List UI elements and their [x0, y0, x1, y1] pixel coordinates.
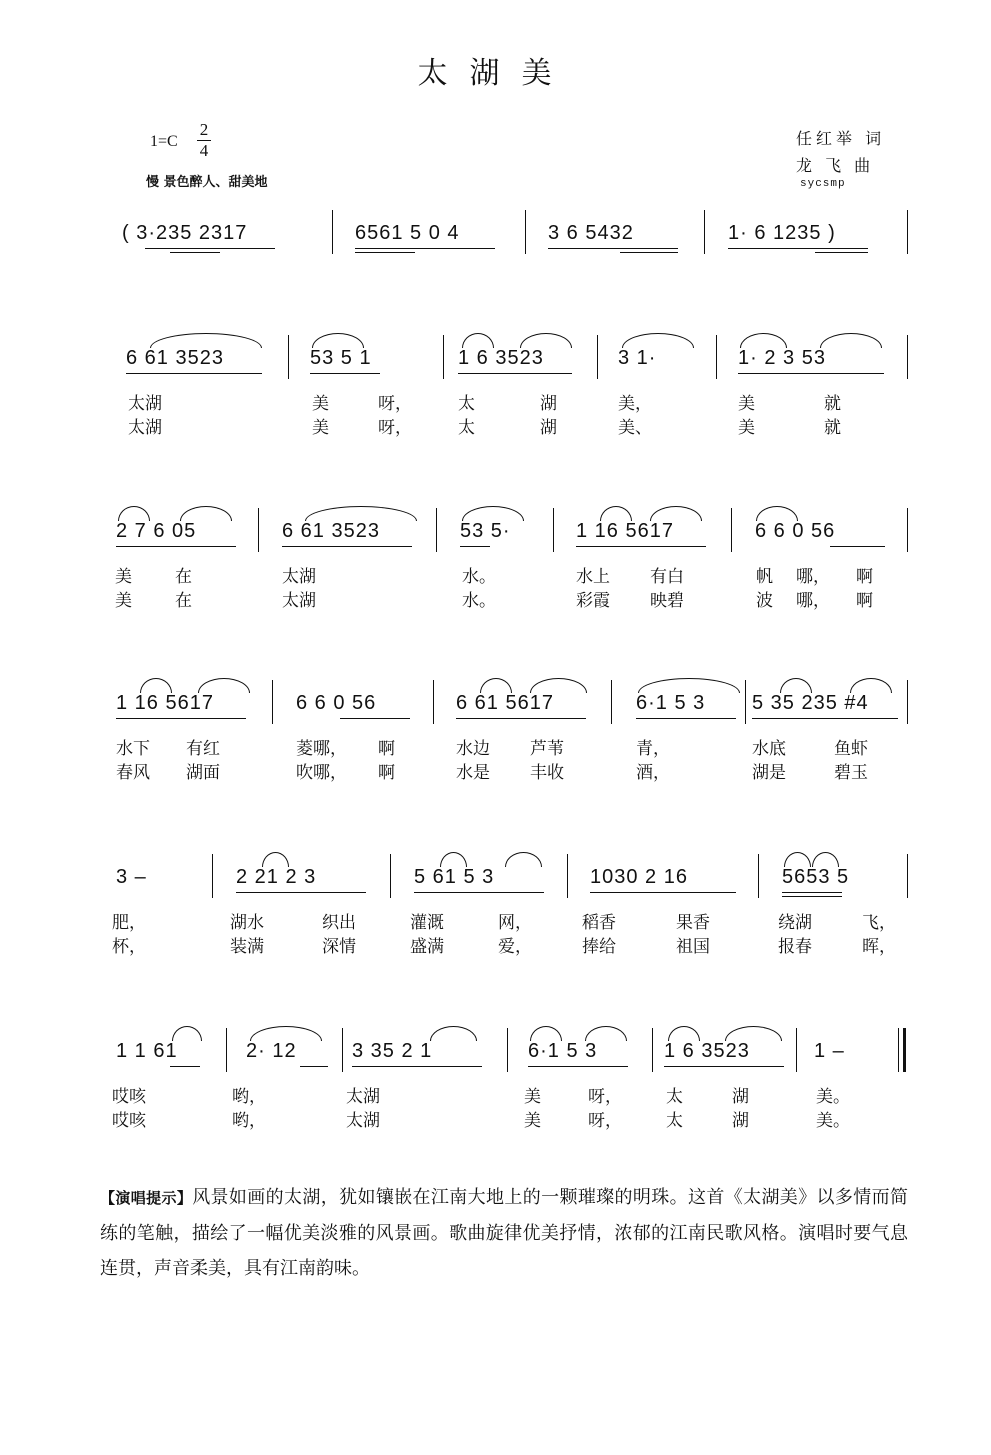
lyric-1: 哟， [232, 1087, 266, 1107]
lyric-2: 报春 [778, 937, 812, 957]
lyric-2: 呀， [588, 1111, 622, 1131]
lyric-1: 湖水 [230, 913, 264, 933]
lyric-2: 丰收 [530, 763, 564, 783]
lyric-2: 盛满 [410, 937, 444, 957]
lyric-1: 有白 [650, 567, 684, 587]
lyric-2: 杯， [112, 937, 146, 957]
lyric-1: 水。 [462, 567, 496, 587]
lyric-2: 哎咳 [112, 1111, 146, 1131]
lyric-2: 波 [756, 591, 773, 611]
lyric-1: 呀， [588, 1087, 622, 1107]
measure: 3 6 5432 [548, 222, 634, 244]
lyric-1: 美 [524, 1087, 541, 1107]
measure: 6 61 3523 [282, 520, 380, 542]
measure: 6561 5 0 4 [355, 222, 460, 244]
lyric-2: 就 [824, 418, 841, 438]
lyric-2: 湖是 [752, 763, 786, 783]
lyric-1: 太湖 [282, 567, 316, 587]
lyric-1: 在 [175, 567, 192, 587]
measure: 1· 2 3 53 [738, 347, 826, 369]
lyric-2: 装满 [230, 937, 264, 957]
lyric-1: 湖 [540, 394, 557, 414]
lyric-1: 湖 [732, 1087, 749, 1107]
staff-6 [0, 1040, 991, 1150]
staff-1 [0, 222, 991, 332]
measure: 1· 6 1235 ) [728, 222, 836, 244]
measure: 2 7 6 05 [116, 520, 197, 542]
time-sig-bottom: 4 [199, 141, 209, 160]
lyric-1: 灌溉 [410, 913, 444, 933]
lyric-2: 捧给 [582, 937, 616, 957]
lyric-1: 织出 [322, 913, 356, 933]
measure: 6·1 5 3 [636, 692, 706, 714]
measure: 53 5· [460, 520, 511, 542]
lyric-2: 吹哪， [296, 763, 347, 783]
lyric-1: 呀， [378, 394, 412, 414]
lyric-2: 哟， [232, 1111, 266, 1131]
note-label: 【演唱提示】 [100, 1189, 193, 1207]
measure: 1030 2 16 [590, 866, 688, 888]
measure: 1 6 3523 [458, 347, 544, 369]
lyric-2: 湖 [732, 1111, 749, 1131]
lyric-2: 呀， [378, 418, 412, 438]
song-title: 太湖美 [417, 56, 574, 91]
measure: 3 – [116, 866, 147, 888]
composer-credit: 龙 飞 曲 [796, 156, 875, 175]
lyric-2: 酒， [636, 763, 670, 783]
lyric-2: 湖面 [186, 763, 220, 783]
lyric-2: 春风 [116, 763, 150, 783]
lyric-2: 水。 [462, 591, 496, 611]
measure: 1 6 3523 [664, 1040, 750, 1062]
staff-3 [0, 520, 991, 630]
lyric-2: 太 [666, 1111, 683, 1131]
lyric-2: 哪， [796, 591, 830, 611]
lyric-2: 深情 [322, 937, 356, 957]
lyric-2: 太湖 [346, 1111, 380, 1131]
lyric-2: 美。 [816, 1111, 850, 1131]
lyric-1: 果香 [676, 913, 710, 933]
measure: 5 35 235 #4 [752, 692, 869, 714]
tempo-marking: 慢 景色醉人、甜美地 [146, 175, 268, 190]
measure: 6 61 3523 [126, 347, 224, 369]
lyric-1: 哎咳 [112, 1087, 146, 1107]
lyric-1: 美。 [816, 1087, 850, 1107]
lyric-2: 彩霞 [576, 591, 610, 611]
lyric-1: 绕湖 [778, 913, 812, 933]
lyric-1: 水边 [456, 739, 490, 759]
lyric-1: 美 [115, 567, 132, 587]
measure: 6 6 0 56 [296, 692, 377, 714]
lyric-1: 太 [666, 1087, 683, 1107]
measure: 3 1· [618, 347, 657, 369]
time-signature [196, 120, 212, 161]
lyric-1: 芦苇 [530, 739, 564, 759]
measure: 6 6 0 56 [755, 520, 836, 542]
lyric-1: 太 [458, 394, 475, 414]
staff-4 [0, 692, 991, 802]
note-text: 风景如画的太湖，犹如镶嵌在江南大地上的一颗璀璨的明珠。这首《太湖美》以多情而简练的笔触，描绘了一幅优美淡雅的风景画。歌曲旋律优美抒情，浓郁的江南民歌风格。演唱时要气息连贯，声音柔美，具有江南韵味。 [100, 1187, 908, 1279]
measure: 2 21 2 3 [236, 866, 317, 888]
lyric-2: 啊 [856, 591, 873, 611]
lyric-2: 湖 [540, 418, 557, 438]
lyric-1: 青， [636, 739, 670, 759]
lyric-1: 就 [824, 394, 841, 414]
singing-note [100, 1180, 908, 1286]
lyric-2: 美 [115, 591, 132, 611]
lyric-2: 太湖 [282, 591, 316, 611]
lyric-1: 哪， [796, 567, 830, 587]
lyric-2: 美 [312, 418, 329, 438]
lyric-1: 太湖 [346, 1087, 380, 1107]
source-mark: sycsmp [800, 178, 846, 190]
lyric-1: 帆 [756, 567, 773, 587]
lyric-2: 爱， [498, 937, 532, 957]
measure: 1 – [814, 1040, 845, 1062]
lyric-1: 美， [618, 394, 652, 414]
lyric-2: 啊 [378, 763, 395, 783]
measure: 1 16 5617 [116, 692, 214, 714]
key-signature: 1=C [150, 133, 178, 150]
lyric-2: 映碧 [650, 591, 684, 611]
measure: 6 61 5617 [456, 692, 554, 714]
lyric-2: 碧玉 [834, 763, 868, 783]
measure: 6·1 5 3 [528, 1040, 598, 1062]
lyric-1: 网， [498, 913, 532, 933]
lyricist-credit: 任红举 词 [796, 129, 886, 148]
lyric-1: 水上 [576, 567, 610, 587]
staff-2 [0, 347, 991, 457]
lyric-2: 晖， [862, 937, 896, 957]
lyric-2: 太湖 [128, 418, 162, 438]
lyric-1: 太湖 [128, 394, 162, 414]
lyric-1: 有红 [186, 739, 220, 759]
measure: 53 5 1 [310, 347, 372, 369]
lyric-1: 肥， [112, 913, 146, 933]
lyric-1: 水下 [116, 739, 150, 759]
measure: ( 3·235 2317 [122, 222, 248, 244]
lyric-1: 飞， [862, 913, 896, 933]
lyric-2: 在 [175, 591, 192, 611]
lyric-2: 水是 [456, 763, 490, 783]
lyric-1: 美 [312, 394, 329, 414]
lyric-2: 美 [738, 418, 755, 438]
staff-5 [0, 866, 991, 976]
lyric-1: 水底 [752, 739, 786, 759]
lyric-1: 啊 [856, 567, 873, 587]
lyric-2: 太 [458, 418, 475, 438]
lyric-2: 美 [524, 1111, 541, 1131]
measure: 1 1 61 [116, 1040, 178, 1062]
lyric-1: 菱哪， [296, 739, 347, 759]
measure: 1 16 5617 [576, 520, 674, 542]
measure: 5 61 5 3 [414, 866, 495, 888]
measure: 5653 5 [782, 866, 850, 888]
time-sig-top: 2 [199, 120, 209, 139]
lyric-2: 祖国 [676, 937, 710, 957]
lyric-1: 啊 [378, 739, 395, 759]
measure: 2· 12 [246, 1040, 297, 1062]
measure: 3 35 2 1 [352, 1040, 433, 1062]
lyric-1: 鱼虾 [834, 739, 868, 759]
lyric-1: 美 [738, 394, 755, 414]
lyric-2: 美、 [618, 418, 652, 438]
lyric-1: 稻香 [582, 913, 616, 933]
